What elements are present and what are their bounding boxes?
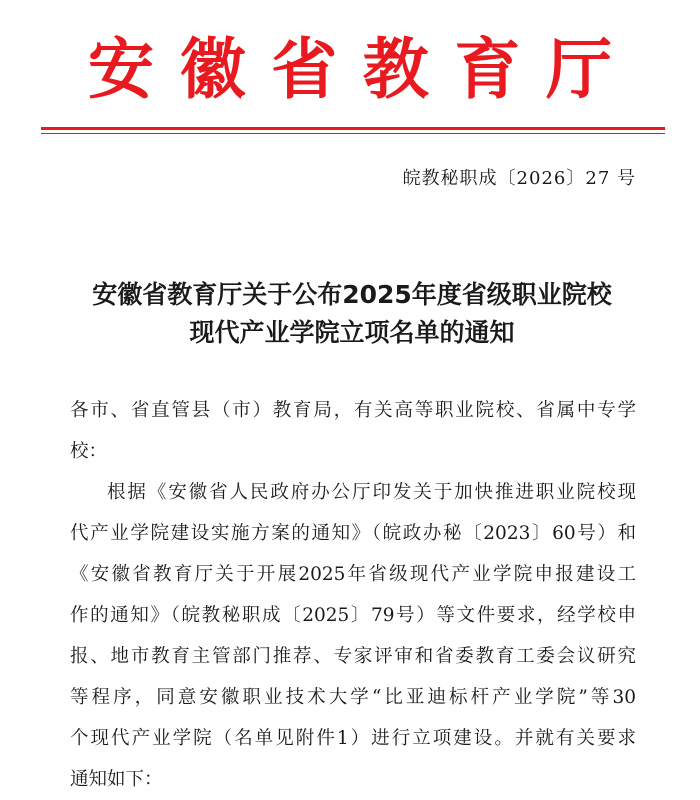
- document-number: 皖教秘职成〔2026〕27 号: [402, 168, 636, 189]
- header-char: 厅: [545, 31, 612, 108]
- paragraph-line: 《安徽省教育厅关于开展2025年省级现代产业学院申报建设工: [70, 564, 636, 585]
- salutation-line: 校：: [70, 441, 108, 462]
- paragraph-line: 代产业学院建设实施方案的通知》（皖政办秘〔2023〕60号）和: [70, 523, 636, 544]
- header-char: 育: [454, 31, 521, 108]
- title-line: 现代产业学院立项名单的通知: [189, 318, 515, 347]
- paragraph-line: 报、地市教育主管部门推荐、专家评审和省委教育工委会议研究: [70, 646, 636, 667]
- red-divider-thick: [41, 127, 665, 130]
- header-char: 徽: [179, 31, 246, 108]
- title-line: 安徽省教育厅关于公布2025年度省级职业院校: [92, 280, 612, 309]
- paragraph-line: 等程序，同意安徽职业技术大学“比亚迪标杆产业学院”等30: [70, 687, 636, 708]
- paragraph-line: 根据《安徽省人民政府办公厅印发关于加快推进职业院校现: [107, 482, 636, 503]
- header-char: 省: [271, 31, 338, 108]
- header-char: 安: [88, 31, 154, 108]
- paragraph-line: 作的通知》（皖教秘职成〔2025〕79号）等文件要求，经学校申: [70, 605, 636, 626]
- salutation-line: 各市、省直管县（市）教育局，有关高等职业院校、省属中专学: [70, 400, 636, 421]
- paragraph-line: 个现代产业学院（名单见附件1）进行立项建设。并就有关要求: [70, 728, 636, 749]
- issuing-authority-header: [40, 30, 660, 110]
- red-divider-thin: [41, 133, 665, 134]
- document-body: [70, 390, 636, 800]
- document-title: [40, 276, 664, 352]
- header-char: 教: [362, 31, 429, 108]
- paragraph-line: 通知如下：: [70, 769, 163, 790]
